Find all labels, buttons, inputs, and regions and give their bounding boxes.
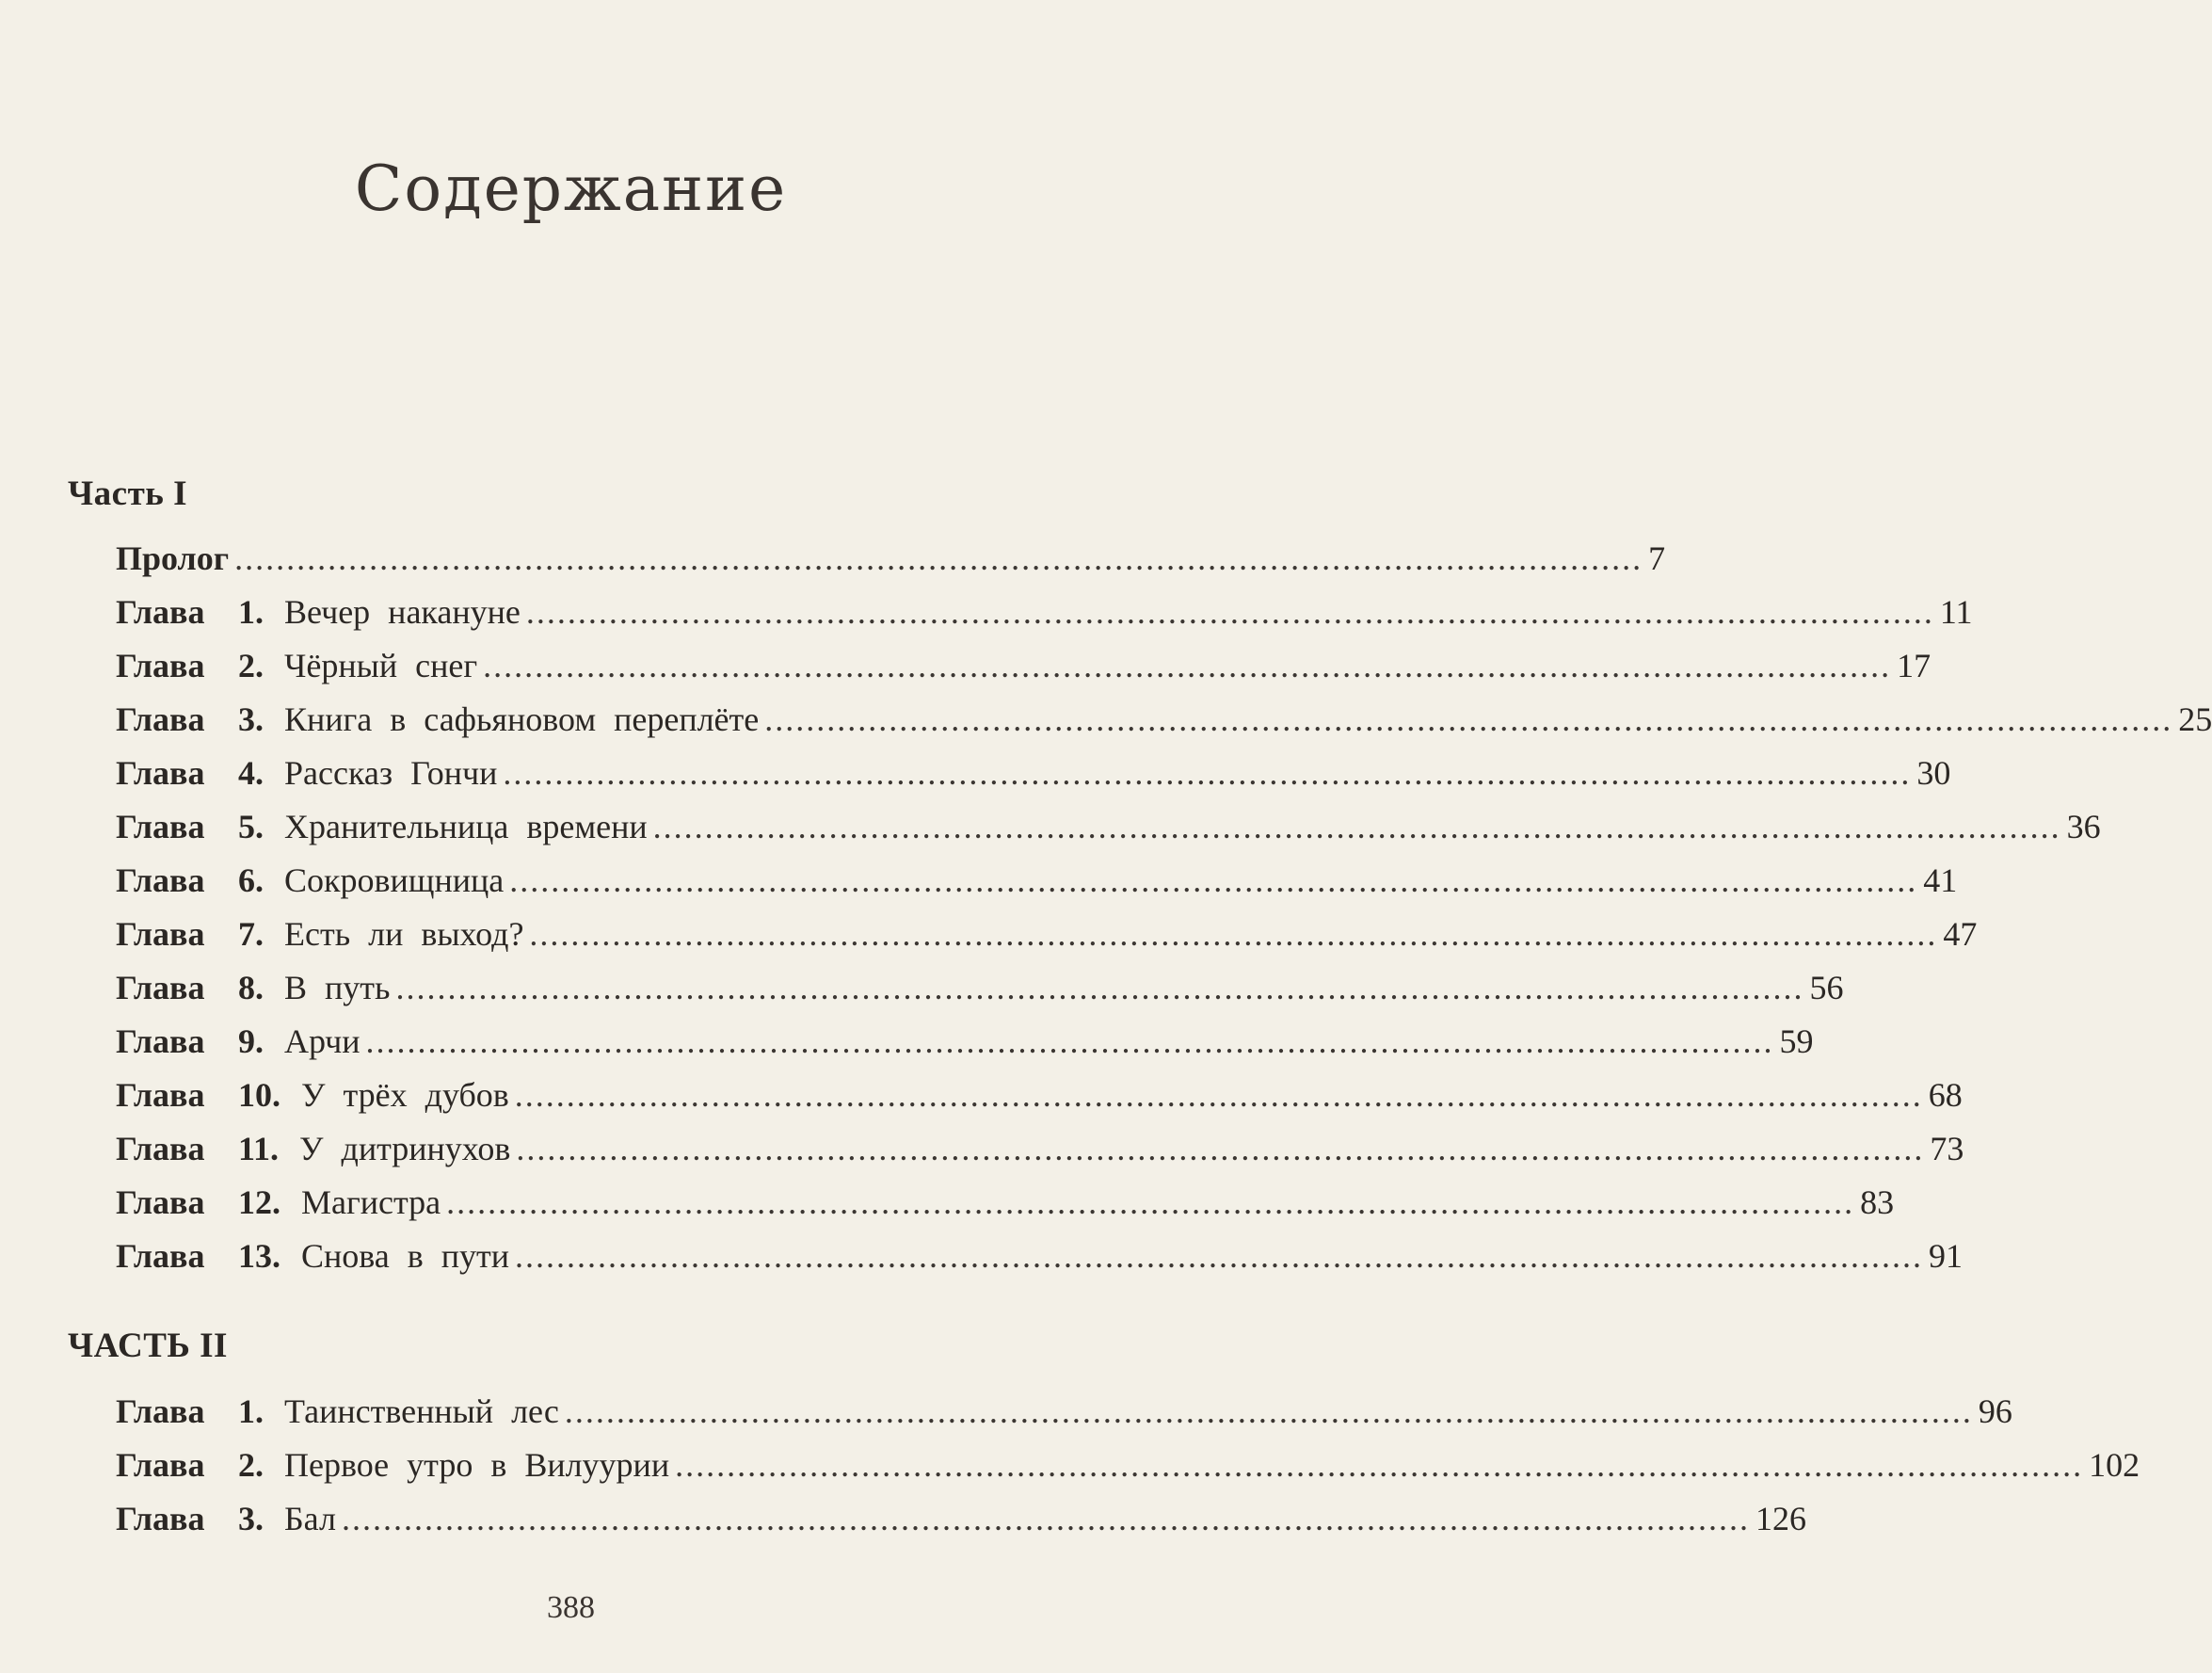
toc-page-number: 7 <box>1648 539 1666 577</box>
toc-chapter-title: Вечер накануне <box>284 593 521 631</box>
dot-leader: ........................................................................................................................................ <box>509 861 1918 899</box>
dot-leader: ........................................................................................................................................ <box>764 700 2173 738</box>
toc-page-number: 36 <box>2066 808 2101 845</box>
toc-chapter-number: 10. <box>238 1076 281 1114</box>
toc-chapter-title: Первое утро в Вилуурии <box>284 1446 670 1484</box>
toc-chapter-word: Глава <box>116 1022 205 1060</box>
toc-chapter-title: Таинственный лес <box>284 1392 559 1430</box>
toc-chapter-number: 3. <box>238 700 264 738</box>
toc-entry[interactable] <box>116 1441 2140 1488</box>
toc-entry[interactable] <box>116 1071 1963 1118</box>
toc-entry[interactable] <box>116 964 1844 1011</box>
toc-entry[interactable] <box>116 696 2212 743</box>
toc-chapter-title: В путь <box>284 969 391 1006</box>
dot-leader: ........................................................................................................................................ <box>515 1237 1924 1275</box>
toc-chapter-number: 12. <box>238 1183 281 1221</box>
dot-leader: ........................................................................................................................................ <box>483 647 1892 684</box>
page-folio: 388 <box>547 1590 595 1625</box>
dot-leader: ........................................................................................................................................ <box>341 1500 1750 1537</box>
dot-leader: ........................................................................................................................................ <box>446 1183 1855 1221</box>
toc-entry[interactable] <box>116 1179 1895 1226</box>
toc-chapter-title: Рассказ Гончи <box>284 754 498 792</box>
dot-leader: ........................................................................................................................................ <box>234 539 1643 577</box>
toc-chapter-number: 9. <box>238 1022 264 1060</box>
dot-leader: ........................................................................................................................................ <box>675 1446 2084 1484</box>
toc-page-number: 68 <box>1928 1076 1963 1114</box>
toc-chapter-word: Глава <box>116 1237 205 1275</box>
toc-entry[interactable] <box>116 803 2101 850</box>
toc-chapter-number: 1. <box>238 1392 264 1430</box>
toc-page-number: 102 <box>2089 1446 2140 1484</box>
toc-chapter-title: Сокровищница <box>284 861 505 899</box>
toc-page-number: 126 <box>1755 1500 1806 1537</box>
toc-chapter-number: 5. <box>238 808 264 845</box>
toc-entry[interactable] <box>116 1018 1814 1065</box>
toc-chapter-title: Арчи <box>284 1022 361 1060</box>
toc-entry[interactable] <box>116 749 1951 796</box>
toc-chapter-title: У дитринухов <box>299 1130 511 1167</box>
dot-leader: ........................................................................................................................................ <box>503 754 1912 792</box>
toc-chapter-word: Глава <box>116 1076 205 1114</box>
toc-chapter-number: 6. <box>238 861 264 899</box>
toc-chapter-word: Глава <box>116 808 205 845</box>
toc-chapter-number: 13. <box>238 1237 281 1275</box>
toc-entry[interactable] <box>116 1232 1964 1279</box>
toc-chapter-word: Глава <box>116 1392 205 1430</box>
toc-chapter-title: Снова в пути <box>301 1237 510 1275</box>
toc-chapter-word: Глава <box>116 1446 205 1484</box>
dot-leader: ........................................................................................................................................ <box>529 915 1938 953</box>
dot-leader: ........................................................................................................................................ <box>365 1022 1774 1060</box>
dot-leader: ........................................................................................................................................ <box>395 969 1804 1006</box>
toc-page-number: 59 <box>1779 1022 1814 1060</box>
toc-chapter-number: 2. <box>238 647 264 684</box>
toc-chapter-title: Чёрный снег <box>284 647 478 684</box>
toc-page-number: 47 <box>1943 915 1978 953</box>
dot-leader: ........................................................................................................................................ <box>564 1392 1973 1430</box>
toc-page-number: 30 <box>1916 754 1951 792</box>
toc-chapter-number: 7. <box>238 915 264 953</box>
toc-entry[interactable] <box>116 642 1931 689</box>
toc-chapter-word: Глава <box>116 1500 205 1537</box>
toc-entry-label: Пролог <box>116 539 230 577</box>
toc-page-number: 83 <box>1860 1183 1895 1221</box>
toc-chapter-number: 8. <box>238 969 264 1006</box>
toc-chapter-number: 2. <box>238 1446 264 1484</box>
toc-chapter-word: Глава <box>116 593 205 631</box>
toc-chapter-word: Глава <box>116 861 205 899</box>
toc-page-number: 17 <box>1897 647 1931 684</box>
toc-chapter-number: 4. <box>238 754 264 792</box>
toc-chapter-word: Глава <box>116 647 205 684</box>
toc-page-number: 56 <box>1809 969 1844 1006</box>
toc-entry[interactable] <box>116 910 1978 957</box>
toc-chapter-word: Глава <box>116 1183 205 1221</box>
toc-page-number: 25 <box>2178 700 2212 738</box>
toc-chapter-word: Глава <box>116 915 205 953</box>
dot-leader: ........................................................................................................................................ <box>652 808 2061 845</box>
dot-leader: ........................................................................................................................................ <box>516 1130 1925 1167</box>
toc-chapter-title: Магистра <box>301 1183 441 1221</box>
toc-chapter-title: Хранительница времени <box>284 808 648 845</box>
toc-chapter-number: 11. <box>238 1130 280 1167</box>
part-heading: ЧАСТЬ II <box>68 1327 228 1365</box>
page-title: Содержание <box>354 153 788 225</box>
toc-entry-prologue[interactable] <box>116 535 1666 582</box>
toc-page-number: 91 <box>1929 1237 1964 1275</box>
toc-entry[interactable] <box>116 1495 1806 1542</box>
toc-chapter-word: Глава <box>116 1130 205 1167</box>
toc-page-number: 96 <box>1978 1392 2012 1430</box>
toc-page-number: 41 <box>1923 861 1958 899</box>
toc-chapter-title: У трёх дубов <box>301 1076 509 1114</box>
toc-entry[interactable] <box>116 1125 1964 1172</box>
toc-entry[interactable] <box>116 588 1973 635</box>
toc-chapter-word: Глава <box>116 969 205 1006</box>
toc-chapter-number: 3. <box>238 1500 264 1537</box>
toc-chapter-title: Есть ли выход? <box>284 915 524 953</box>
toc-chapter-word: Глава <box>116 700 205 738</box>
toc-chapter-number: 1. <box>238 593 264 631</box>
toc-chapter-word: Глава <box>116 754 205 792</box>
toc-entry[interactable] <box>116 1388 2012 1435</box>
toc-page-number: 11 <box>1939 593 1973 631</box>
toc-chapter-title: Бал <box>284 1500 336 1537</box>
dot-leader: ........................................................................................................................................ <box>514 1076 1923 1114</box>
toc-chapter-title: Книга в сафьяновом переплёте <box>284 700 760 738</box>
dot-leader: ........................................................................................................................................ <box>525 593 1934 631</box>
toc-entry[interactable] <box>116 857 1958 904</box>
part-heading: Часть I <box>68 475 187 513</box>
toc-page-number: 73 <box>1930 1130 1964 1167</box>
